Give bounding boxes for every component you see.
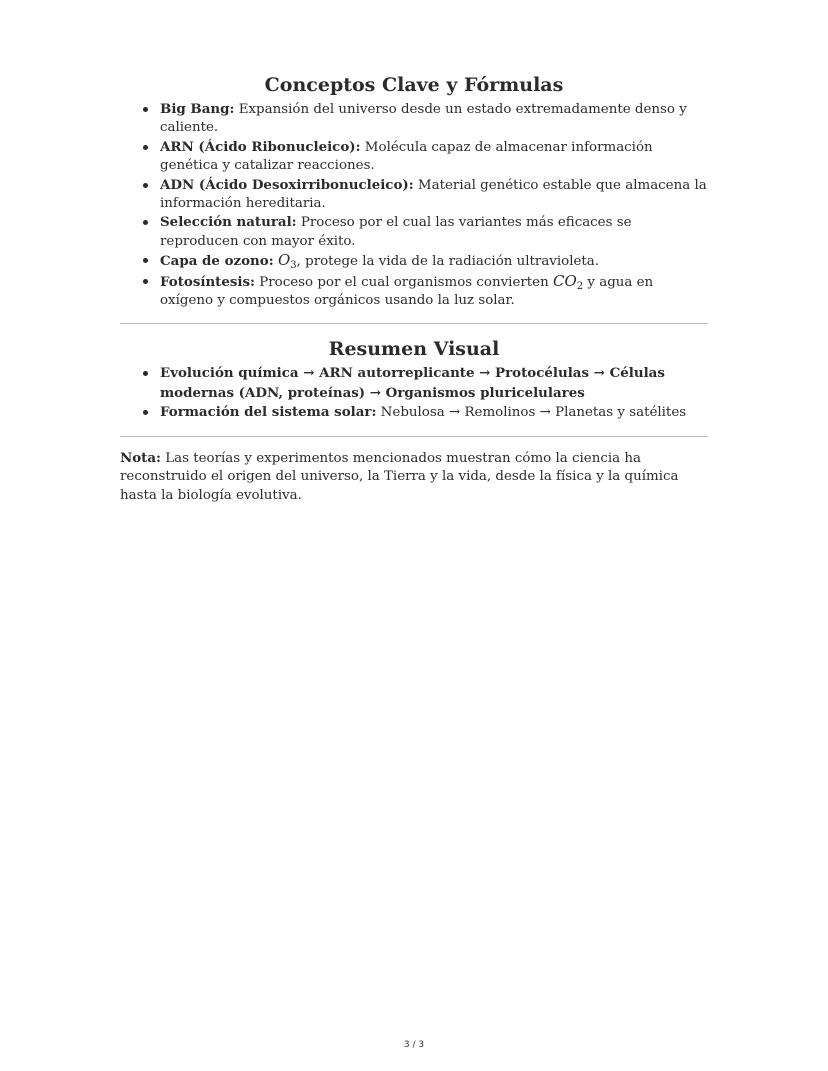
visual-summary-list — [120, 364, 708, 422]
term: Big Bang: — [160, 101, 235, 117]
list-item — [160, 138, 708, 176]
list-item — [160, 251, 708, 271]
section-title-concepts: Conceptos Clave y Fórmulas — [264, 74, 564, 96]
co2-formula: $CO_2$ — [552, 271, 584, 292]
ozone-formula: $O_3$ — [277, 251, 297, 272]
definition: , protege la vida de la radiación ultravioleta. — [296, 254, 600, 270]
note-label: Nota: — [120, 449, 161, 466]
list-item — [160, 403, 708, 422]
note-paragraph — [120, 449, 708, 505]
section-title-visual-summary: Resumen Visual — [328, 338, 500, 361]
term: Evolución química → ARN autorreplicante → Protocélulas → Células modernas (ADN, proteínas) → Organismos pluricelulares — [160, 365, 665, 401]
section-divider — [120, 436, 708, 437]
definition: Proceso por el cual las variantes más eficaces se reproducen con mayor éxito. — [160, 215, 632, 249]
term: Capa de ozono: — [160, 253, 274, 270]
definition-continued: y agua en oxígeno y compuestos orgánicos usando la luz solar. — [160, 274, 654, 309]
list-item — [160, 100, 708, 138]
note-text: Las teorías y experimentos mencionados muestran cómo la ciencia ha reconstruido el origen del universo, la Tierra y la vida, desde la física y la química hasta la biología evolutiva. — [120, 450, 679, 503]
definition: Molécula capaz de almacenar información genética y catalizar reacciones. — [160, 139, 653, 174]
list-item — [160, 176, 708, 214]
term: Fotosíntesis: — [160, 273, 255, 290]
term: Formación del sistema solar: — [160, 404, 377, 421]
definition: Expansión del universo desde un estado extremadamente denso y caliente. — [160, 102, 687, 136]
list-item — [160, 272, 708, 311]
term: Selección natural: — [160, 214, 297, 231]
definition: Proceso por el cual organismos convierten — [255, 274, 553, 290]
definition: Material genético estable que almacena la información hereditaria. — [160, 177, 707, 212]
list-item — [160, 213, 708, 251]
term: ARN (Ácido Ribonucleico): — [160, 138, 361, 155]
term: ADN (Ácido Desoxirribonucleico): — [160, 176, 414, 193]
definition: Nebulosa → Remolinos → Planetas y satélites — [376, 405, 687, 421]
page-number: 3 / 3 — [403, 1040, 425, 1050]
section-divider — [120, 323, 708, 324]
list-item — [160, 364, 708, 403]
document-body — [120, 72, 708, 505]
concepts-list — [120, 100, 708, 310]
